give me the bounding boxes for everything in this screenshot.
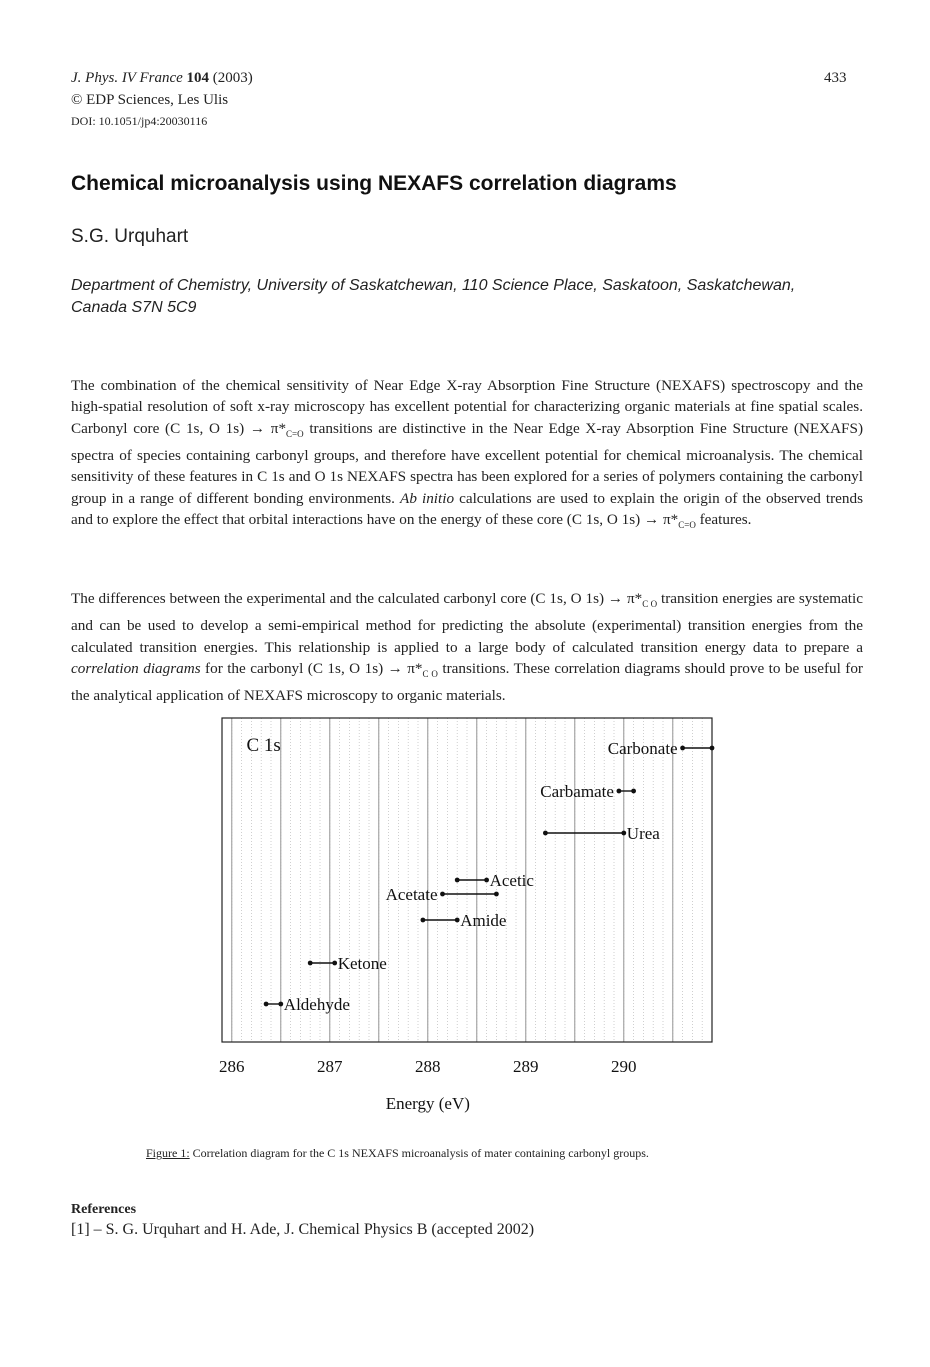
p1-italic: Ab initio	[400, 489, 455, 507]
range-end-aldehyde	[278, 1002, 283, 1007]
range-end-carbamate	[631, 789, 636, 794]
range-end-urea	[621, 831, 626, 836]
affiliation: Department of Chemistry, University of Saskatchewan, 110 Science Place, Saskatoon, Saskatchewan, Canada S7N 5C9	[71, 277, 796, 316]
journal-name: J. Phys. IV France	[71, 70, 183, 86]
x-axis-label: Energy (eV)	[385, 1094, 470, 1113]
p1-text-b: transitions are distinctive in the Near Edge X-ray Absorption Fine Structure (NEXAFS) spectra of species containing carbonyl groups, and therefore have excellent potential for chemical microanalysis. The chemical sensitivity of these features in C 1s and O 1s NEXAFS spectra has been explored for a series of polymers containing the carbonyl group in a range of different bonding environments.	[71, 419, 864, 507]
range-start-aldehyde	[264, 1002, 269, 1007]
correlation-diagram-chart	[214, 708, 720, 1118]
x-tick-label: 286	[219, 1057, 245, 1076]
range-label-carbonate: Carbonate	[607, 739, 678, 758]
doi-line: DOI: 10.1051/jp4:20030116	[71, 114, 208, 128]
abstract-paragraph-2	[71, 588, 863, 707]
figure-caption-label: Figure 1:	[146, 1146, 190, 1160]
p2-subscript-1: C O	[642, 599, 658, 610]
p1-text-a: The combination of the chemical sensitivity of Near Edge X-ray Absorption Fine Structure (NEXAFS) spectroscopy and the high-spatial resolution of soft x-ray microscopy has excellent potential for characterizing organic materials at fine spatial scales. Carbonyl core (C 1s, O 1s) → π*	[71, 377, 863, 437]
range-start-acetate	[440, 892, 445, 897]
panel-label: C 1s	[246, 735, 281, 756]
range-start-ketone	[308, 961, 313, 966]
range-label-ketone: Ketone	[337, 954, 387, 973]
range-start-carbamate	[617, 789, 622, 794]
range-label-amide: Amide	[460, 911, 507, 930]
x-tick-label: 288	[415, 1057, 441, 1076]
range-start-acetic	[455, 878, 460, 883]
p1-subscript-1: C=O	[286, 428, 304, 439]
journal-volume: 104	[186, 70, 210, 86]
p2-italic: correlation diagrams	[71, 659, 201, 677]
x-tick-label: 287	[317, 1057, 343, 1076]
p2-text-d: transitions. These correlation diagrams should prove to be useful for the analytical application of NEXAFS microscopy to organic materials.	[71, 659, 863, 705]
p2-text-c: for the carbonyl (C 1s, O 1s) → π*	[200, 659, 423, 677]
range-end-amide	[455, 918, 460, 923]
journal-year: (2003)	[212, 70, 253, 86]
p2-subscript-2: C O	[422, 668, 438, 679]
publisher-line: © EDP Sciences, Les Ulis	[71, 92, 229, 108]
p2-text-a: The differences between the experimental and the calculated carbonyl core (C 1s, O 1s) → π*	[71, 590, 643, 607]
author-name: S.G. Urquhart	[71, 226, 189, 247]
reference-item: [1] – S. G. Urquhart and H. Ade, J. Chemical Physics B (accepted 2002)	[71, 1221, 535, 1238]
range-label-urea: Urea	[626, 824, 660, 843]
article-title: Chemical microanalysis using NEXAFS correlation diagrams	[71, 172, 677, 195]
figure-caption	[146, 1146, 649, 1161]
page-number: 433	[824, 70, 847, 86]
p2-text-b: transition energies are systematic and can be used to develop a semi-empirical method for predicting the absolute (experimental) transition energies from the calculated transition energies. This relationship is applied to a large body of calculated transition energy data to prepare a	[71, 590, 863, 656]
abstract-paragraph-1	[71, 375, 863, 536]
figure-caption-text: Correlation diagram for the C 1s NEXAFS microanalysis of mater containing carbonyl groups.	[189, 1146, 649, 1160]
p1-text-d: features.	[695, 510, 752, 528]
range-end-ketone	[332, 961, 337, 966]
correlation-diagram-figure	[214, 708, 720, 1123]
range-end-acetate	[494, 892, 499, 897]
range-label-acetic: Acetic	[489, 871, 534, 890]
range-label-acetate: Acetate	[385, 885, 438, 904]
range-label-aldehyde: Aldehyde	[283, 995, 350, 1014]
x-tick-label: 289	[513, 1057, 539, 1076]
p1-subscript-2: C=O	[678, 519, 696, 530]
range-label-carbamate: Carbamate	[540, 782, 614, 801]
range-end-acetic	[484, 878, 489, 883]
journal-citation	[71, 70, 253, 87]
range-start-carbonate	[680, 746, 685, 751]
references-heading: References	[71, 1202, 137, 1217]
p1-text-c: calculations are used to explain the origin of the observed trends and to explore the effect that orbital interactions have on the energy of these core (C 1s, O 1s) → π*	[71, 489, 864, 528]
x-tick-label: 290	[611, 1057, 637, 1076]
range-start-amide	[421, 918, 426, 923]
range-start-urea	[543, 831, 548, 836]
range-end-carbonate	[710, 746, 715, 751]
